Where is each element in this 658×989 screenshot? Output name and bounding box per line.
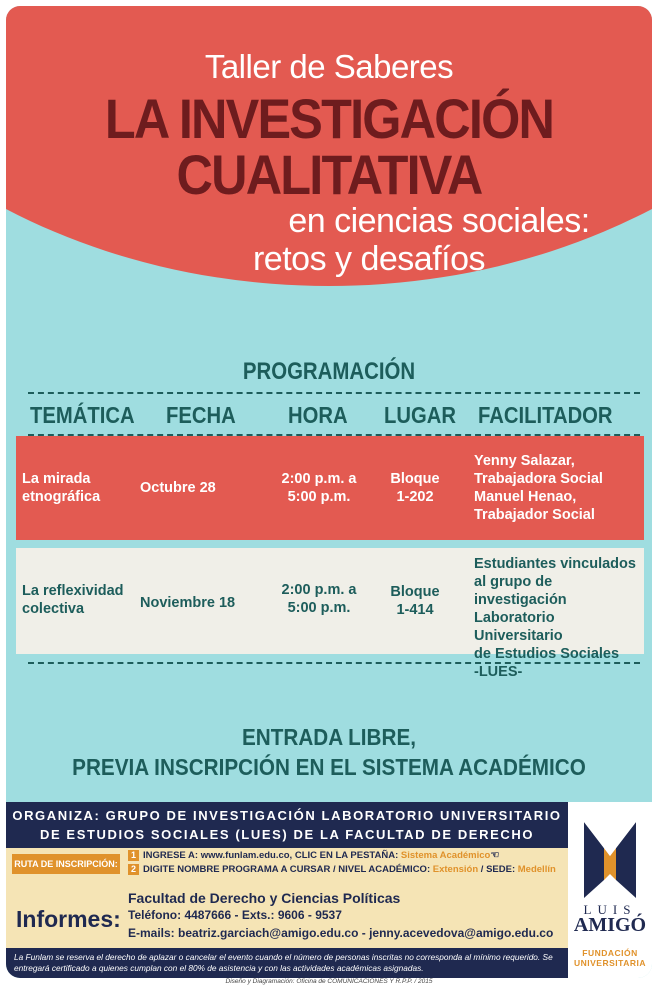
organiza-line2: DE ESTUDIOS SOCIALES (LUES) DE LA FACULTAD DE DERECHO — [39, 827, 535, 842]
main-title-line2: CUALITATIVA — [176, 143, 482, 206]
luis-amigo-emblem-icon — [578, 818, 642, 902]
cell-hora — [264, 581, 374, 617]
cell-text: etnográfica — [22, 489, 101, 505]
table-row — [16, 548, 644, 680]
organiza-text — [6, 806, 568, 844]
divider-bottom — [28, 662, 640, 664]
step-text: INGRESE A: www.funlam.edu.co, CLIC EN LA PESTAÑA: — [143, 850, 399, 861]
sede-label: / SEDE: — [478, 864, 516, 875]
logo-fundacion-line: FUNDACIÓN — [582, 948, 638, 958]
logo-fundacion — [568, 948, 652, 968]
cell-text: 5:00 p.m. — [287, 489, 351, 505]
informes-emails[interactable]: E-mails: beatriz.garciach@amigo.edu.co - jenny.acevedova@amigo.edu.co — [128, 926, 554, 940]
ruta-step-1 — [128, 850, 499, 861]
step-text: DIGITE NOMBRE PROGRAMA A CURSAR / NIVEL ACADÉMICO: — [143, 864, 431, 875]
informes-telefono: Teléfono: 4487666 - Exts.: 9606 - 9537 — [128, 908, 342, 922]
entrada-libre-notice — [38, 722, 619, 782]
cell-hora — [264, 470, 374, 506]
programacion-title: PROGRAMACIÓN — [242, 358, 416, 385]
cell-text: -LUES- — [474, 664, 523, 680]
cell-text: de Estudios Sociales — [474, 646, 620, 662]
poster — [6, 6, 652, 978]
cell-text: 1-202 — [396, 489, 434, 505]
column-fecha: FECHA — [166, 402, 236, 428]
column-facilitador: FACILITADOR — [478, 402, 613, 428]
subtitle-line2: retos y desafíos — [252, 240, 485, 278]
sistema-academico-link[interactable]: Sistema Académico — [400, 850, 491, 861]
hand-pointer-icon: ☜ — [490, 850, 500, 861]
cell-tematica — [22, 582, 124, 618]
cell-fecha: Octubre 28 — [140, 480, 216, 496]
organiza-bar — [6, 802, 568, 848]
cell-text: Trabajador Social — [474, 507, 595, 523]
cell-text: La mirada — [22, 471, 91, 487]
logo-universitaria-line: UNIVERSITARIA — [574, 958, 646, 968]
main-title-line1: LA INVESTIGACIÓN — [104, 87, 554, 150]
ruta-label: RUTA DE INSCRIPCIÓN: — [12, 854, 120, 874]
cell-text: La reflexividad — [22, 583, 124, 599]
column-tematica: TEMÁTICA — [30, 402, 135, 428]
cell-text: colectiva — [22, 601, 85, 617]
funlam-logo — [568, 802, 652, 978]
cell-text: Laboratorio Universitario — [474, 610, 563, 644]
cell-lugar — [380, 583, 450, 619]
ruta-step-2 — [128, 864, 556, 875]
cell-lugar — [380, 470, 450, 506]
step-number: 1 — [128, 850, 139, 861]
nivel-value: Extensión — [432, 864, 479, 875]
cell-text: Bloque — [390, 471, 440, 487]
cell-text: 5:00 p.m. — [287, 600, 351, 616]
logo-amigo: AMIGÓ — [573, 914, 647, 936]
step-number: 2 — [128, 864, 139, 875]
column-hora: HORA — [288, 402, 348, 428]
cell-text: Estudiantes vinculados — [474, 556, 636, 572]
cell-text: Bloque — [390, 584, 440, 600]
cell-text: Yenny Salazar, — [474, 453, 575, 469]
cell-text: 1-414 — [396, 602, 434, 618]
informes-label: Informes: — [16, 906, 121, 932]
cell-text: al grupo de investigación — [474, 574, 567, 608]
cell-text: 2:00 p.m. a — [281, 471, 357, 487]
design-credit: Diseño y Diagramación: Oficina de COMUNICACIONES Y R.P.P. / 2015 — [225, 978, 433, 985]
disclaimer: La Funlam se reserva el derecho de aplazar o cancelar el evento cuando el número de personas inscritas no corresponda al mínimo requerido. Se entregará certificado a quienes cumplan con el 80% de asistencia y con las actividades académicas asignadas. — [6, 948, 568, 978]
column-lugar: LUGAR — [384, 402, 456, 428]
table-header — [6, 402, 652, 432]
event-series-title: Taller de Saberes — [204, 48, 454, 85]
cell-text: 2:00 p.m. a — [281, 582, 357, 598]
cell-text: Manuel Henao, — [474, 489, 577, 505]
entrada-line1: ENTRADA LIBRE, — [241, 724, 417, 750]
entrada-line2: PREVIA INSCRIPCIÓN EN EL SISTEMA ACADÉMICO — [72, 754, 586, 780]
cell-text: Trabajadora Social — [474, 471, 603, 487]
subtitle-line1: en ciencias sociales: — [288, 202, 590, 240]
informes-facultad: Facultad de Derecho y Ciencias Políticas — [128, 890, 401, 906]
logo-luis: LUIS — [583, 902, 637, 917]
cell-facilitador — [474, 452, 603, 524]
table-row — [16, 436, 644, 540]
cell-tematica — [22, 470, 100, 506]
organiza-line1: ORGANIZA: GRUPO DE INVESTIGACIÓN LABORATORIO UNIVERSITARIO — [12, 808, 562, 823]
divider-top — [28, 392, 640, 394]
sede-value: Medellín — [517, 864, 556, 875]
cell-fecha: Noviembre 18 — [140, 595, 236, 611]
info-panel — [6, 848, 568, 948]
